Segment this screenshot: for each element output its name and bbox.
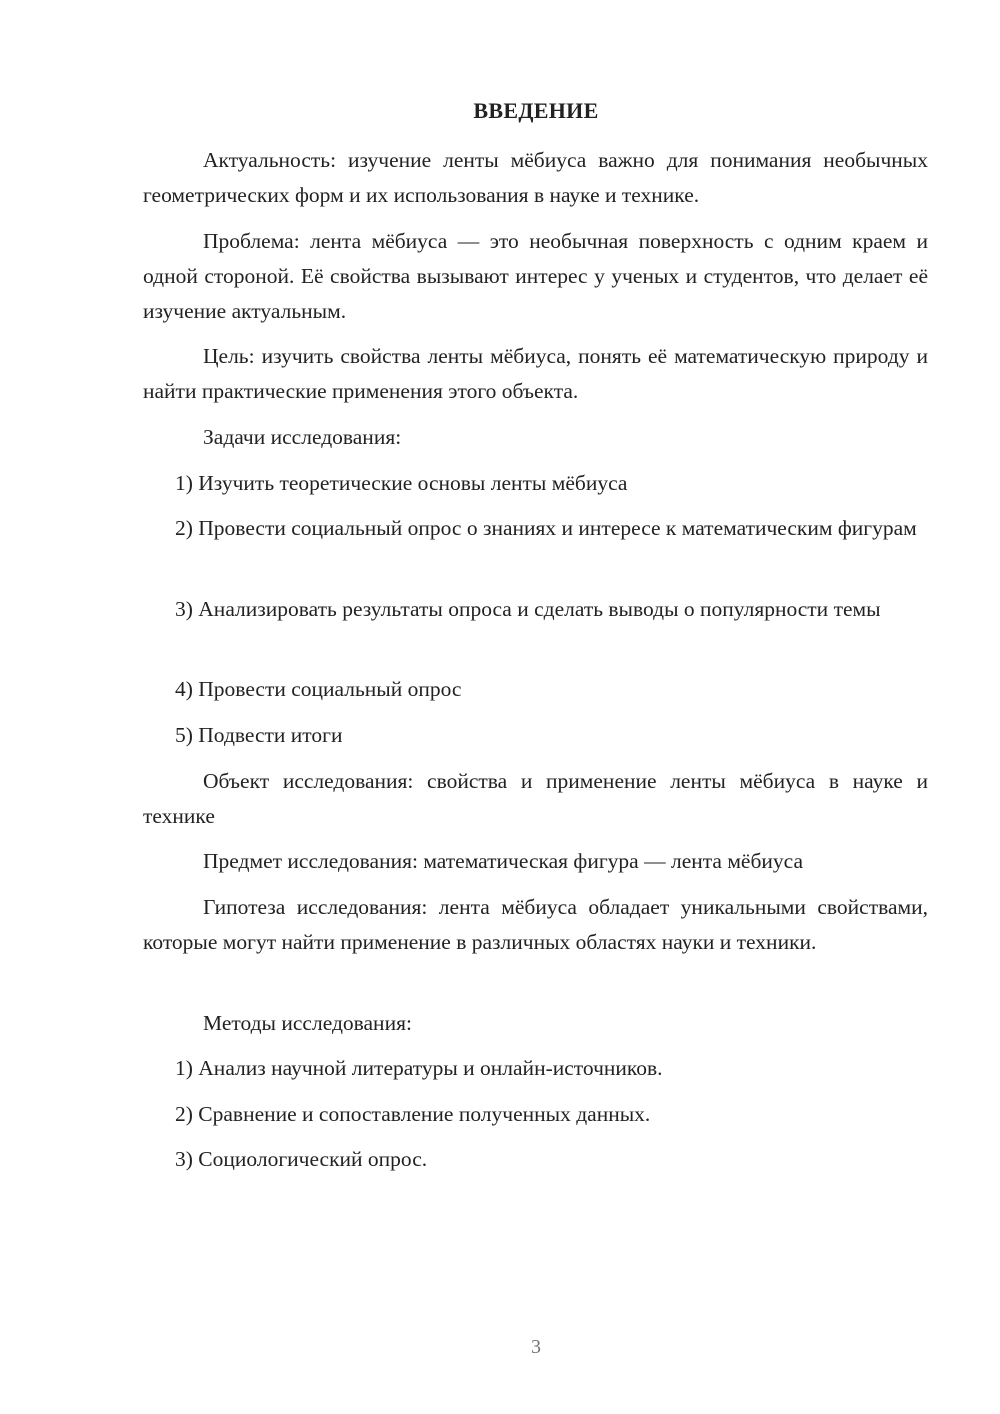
tasks-heading: Задачи исследования:: [203, 425, 402, 449]
hypothesis-paragraph: Гипотеза исследования: лента мёбиуса обладает уникальными свойствами, которые могут найти применение в различных областях науки и техники.: [143, 895, 928, 954]
method-item-3: 3) Социологический опрос.: [175, 1147, 428, 1171]
task-item-4: 4) Провести социальный опрос: [175, 677, 462, 701]
relevance-paragraph: Актуальность: изучение ленты мёбиуса важно для понимания необычных геометрических форм и их использования в науке и технике.: [143, 148, 928, 207]
task-item-3: 3) Анализировать результаты опроса и сделать выводы о популярности темы: [175, 597, 881, 621]
method-item-1: 1) Анализ научной литературы и онлайн-источников.: [175, 1056, 663, 1080]
object-paragraph: Объект исследования: свойства и применение ленты мёбиуса в науке и технике: [143, 769, 928, 828]
task-item-2: 2) Провести социальный опрос о знаниях и интересе к математическим фигурам: [175, 516, 917, 540]
page-number: 3: [531, 1336, 541, 1358]
page-title: ВВЕДЕНИЕ: [473, 98, 599, 123]
task-item-5: 5) Подвести итоги: [175, 723, 343, 747]
problem-paragraph: Проблема: лента мёбиуса — это необычная поверхность с одним краем и одной стороной. Её свойства вызывают интерес у ученых и студентов, что делает её изучение актуальным.: [143, 229, 928, 323]
task-item-1: 1) Изучить теоретические основы ленты мёбиуса: [175, 471, 628, 495]
subject-paragraph: Предмет исследования: математическая фигура — лента мёбиуса: [203, 849, 804, 873]
method-item-2: 2) Сравнение и сопоставление полученных данных.: [175, 1102, 651, 1126]
methods-heading: Методы исследования:: [203, 1011, 412, 1035]
goal-paragraph: Цель: изучить свойства ленты мёбиуса, понять её математическую природу и найти практические применения этого объекта.: [143, 344, 928, 403]
